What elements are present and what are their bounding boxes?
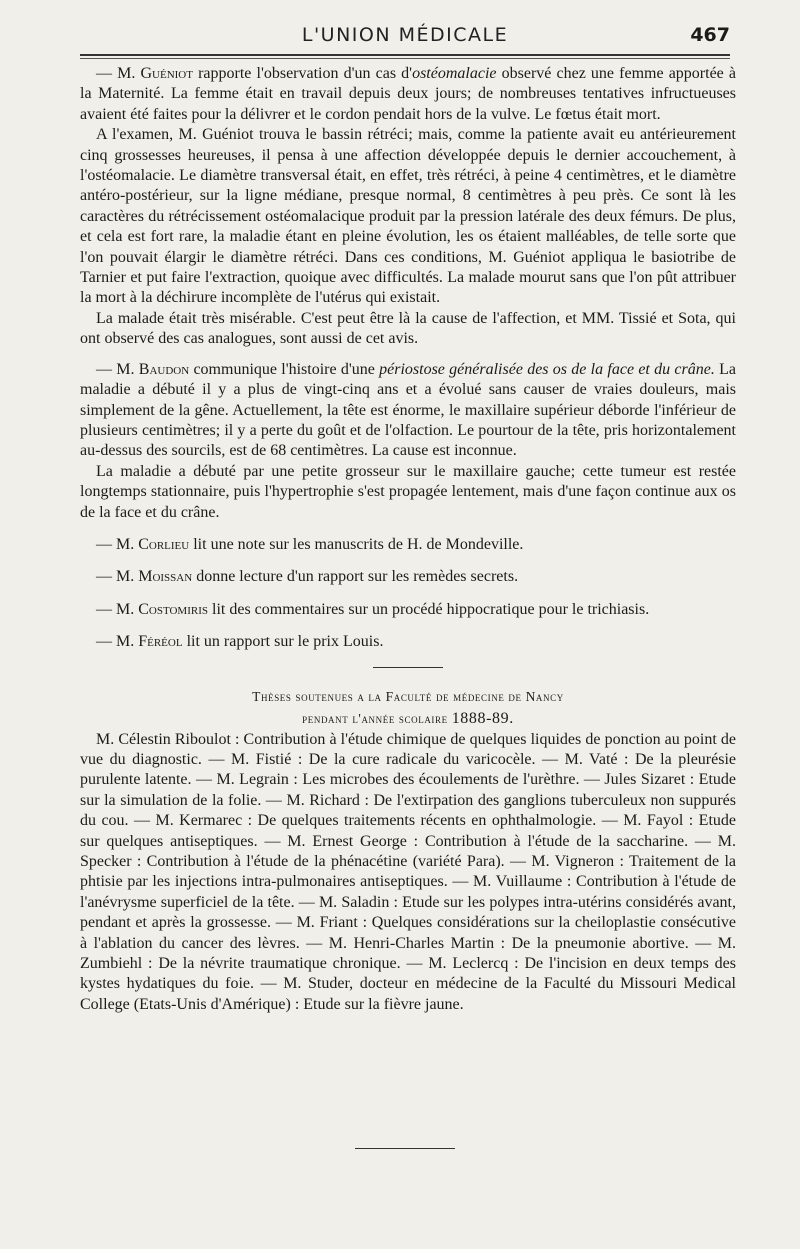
- gueniot-intro: rapporte l'observation d'un cas d': [192, 65, 413, 82]
- header-rule-thin: [80, 58, 730, 59]
- theses-heading-line2: [80, 708, 736, 730]
- theses-heading: [80, 686, 736, 730]
- speaker-corlieu: — M. Corlieu: [96, 535, 190, 553]
- paragraph-baudon: [80, 360, 736, 462]
- corlieu-rest: lit une note sur les manuscrits de H. de Mondeville.: [189, 535, 524, 553]
- page-number: 467: [690, 24, 730, 46]
- speaker-baudon: — M. Baudon: [96, 360, 190, 378]
- paragraph-moissan: [80, 567, 736, 587]
- paragraph-ferreol: [80, 632, 736, 652]
- header-rule: [80, 54, 730, 56]
- theses-heading-line1: Thèses soutenues a la Faculté de médecine de Nancy: [252, 688, 564, 704]
- paragraph-corlieu: [80, 535, 736, 555]
- paragraph-gueniot-misery: La malade était très misérable. C'est peut être là la cause de l'affection, et MM. Tissié et Sota, qui ont observé des cas analogues, sont aussi de cet avis.: [80, 309, 736, 348]
- speaker-ferreol: — M. Féréol: [96, 633, 183, 651]
- journal-title: L'UNION MÉDICALE: [301, 24, 509, 46]
- baudon-term: périostose généralisée des os de la face et du crâne.: [379, 360, 715, 378]
- speaker-gueniot: — M. Guéniot: [96, 65, 193, 82]
- footer-rule: [355, 1148, 455, 1149]
- theses-heading-prefix: pendant l'année scolaire: [302, 710, 452, 726]
- moissan-rest: donne lecture d'un rapport sur les remèdes secrets.: [192, 568, 519, 586]
- running-header: [80, 24, 730, 54]
- baudon-rest: La maladie a débuté il y a plus de vingt-cinq ans et a évolué sans causer de vraies douleurs, mais simplement de la gêne. Actuellement, la tête est énorme, le maxillaire supérieur déborde l'inférieur de plusieurs centimètres; il y a perte du goût et de l'olfaction. Le pourtour de la tête, pris horizontalement au-dessus des sourcils, est de 68 centimètres. La cause est inconnue.: [80, 360, 737, 460]
- theses-list: M. Célestin Riboulot : Contribution à l'étude chimique de quelques liquides de ponction au point de vue du diagnostic. — M. Fistié : De la cure radicale du varicocèle. — M. Vaté : De la pleurésie purulente latente. — M. Legrain : Les microbes des écoulements de l'urèthre. — Jules Sizaret : Etude sur la simulation de la folie. — M. Richard : De l'extirpation des ganglions tuberculeux non suppurés du cou. — M. Kermarec : De quelques traitements récents en ophthalmologie. — M. Fayol : Etude sur quelques antiseptiques. — M. Ernest George : Contribution à l'étude de la saccharine. — M. Specker : Contribution à l'étude de la phénacétine (variété Para). — M. Vigneron : Traitement de la phtisie par les injections intra-pulmonaires antiseptiques. — M. Vuillaume : Contribution à l'étude de l'anévrysme superficiel de la tête. — M. Saladin : Etude sur les polypes intra-utérins considérés avant, pendant et après la grossesse. — M. Friant : Quelques considérations sur la cheiloplastie consécutive à l'ablation du cancer des lèvres. — M. Henri-Charles Martin : De la pneumonie abortive. — M. Zumbiehl : De la névrite traumatique chronique. — M. Leclercq : De l'incision en deux temps des kystes hydatiques du foie. — M. Studer, docteur en médecine de la Faculté du Missouri Medical College (Etats-Unis d'Amérique) : Etude sur la fièvre jaune.: [80, 730, 736, 1013]
- section-separator: [373, 667, 443, 668]
- speaker-costomiris: — M. Costomiris: [96, 600, 208, 618]
- ferreol-rest: lit un rapport sur le prix Louis.: [182, 633, 384, 651]
- baudon-intro: communique l'histoire d'une: [189, 360, 380, 378]
- paragraph-costomiris: [80, 600, 736, 620]
- gueniot-term: ostéomalacie: [412, 65, 497, 82]
- paragraph-gueniot: [80, 64, 736, 125]
- speaker-moissan: — M. Moissan: [96, 568, 193, 586]
- theses-heading-year: 1888-89.: [451, 709, 514, 727]
- gueniot-rest: observé chez une femme apportée à la Maternité. La femme était en travail depuis deux jours; de nombreuses tentatives infructueuses avaient été faites pour la délivrer et le cordon pendait hors de la vulve. Le fœtus était mort.: [80, 65, 737, 123]
- paragraph-baudon-second: La maladie a débuté par une petite grosseur sur le maxillaire gauche; cette tumeur est restée longtemps stationnaire, puis l'hypertrophie s'est propagée lentement, mais d'une façon continue aux os de la face et du crâne.: [80, 462, 736, 521]
- article-body: [80, 64, 736, 1015]
- paragraph-gueniot-exam: A l'examen, M. Guéniot trouva le bassin rétréci; mais, comme la patiente avait eu antérieurement cinq grossesses heureuses, il pensa à une affection développée depuis le dernier accouchement, à l'ostéomalacie. Le diamètre transversal était, en effet, très rétréci, à peine 4 centimètres, et le diamètre antéro-postérieur, sur la ligne médiane, presque normal, 8 centimètres à peu près. Ce sont là les caractères du rétrécissement ostéomalacique produit par la pression latérale des deux fémurs. De plus, et cela est fort rare, la maladie étant en pleine évolution, les os étaient malléables, de telle sorte que l'on pouvait élargir le diamètre rétréci. Dans ces conditions, M. Guéniot appliqua le basiotribe de Tarnier et put faire l'extraction, quoique avec difficultés. La malade mourut sans que l'on pût attribuer la mort à la déchirure incomplète de l'utérus qui existait.: [80, 126, 736, 307]
- costomiris-rest: lit des commentaires sur un procédé hippocratique pour le trichiasis.: [208, 600, 650, 618]
